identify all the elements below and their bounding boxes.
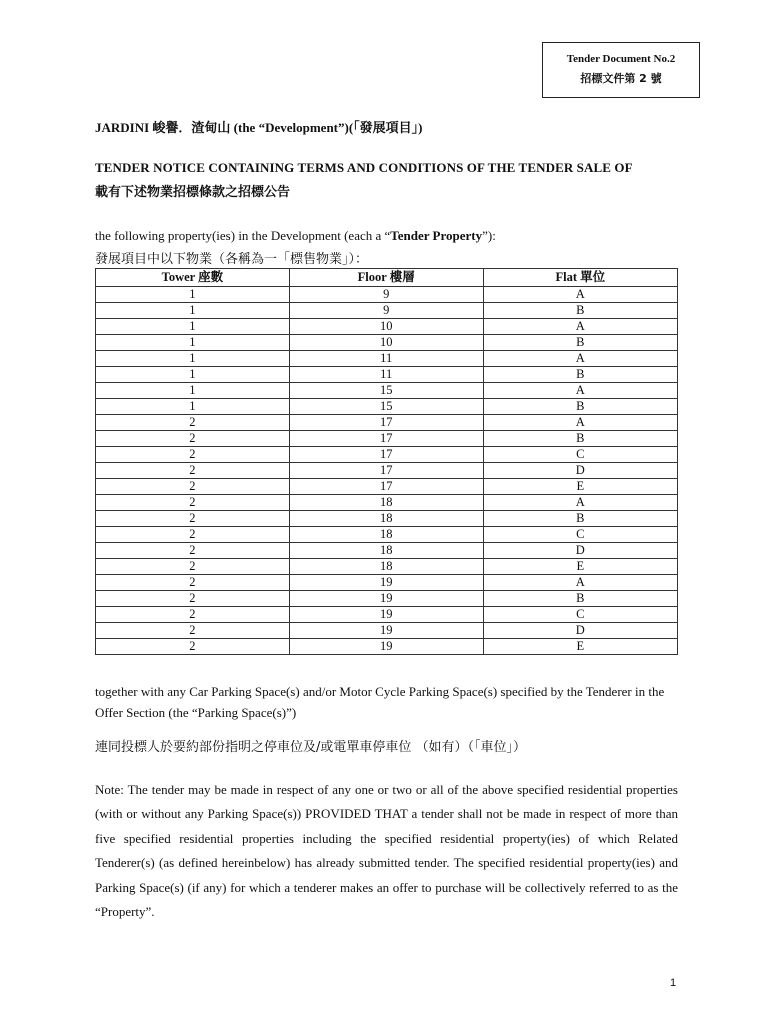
tender-notice-title: TENDER NOTICE CONTAINING TERMS AND CONDITIONS OF THE TENDER SALE OF [95,160,633,175]
table-row [96,335,678,351]
cell-flat: A [483,287,677,303]
table-header-row [96,269,678,287]
table-row [96,303,678,319]
column-header-tower: Tower 座數 [96,269,290,287]
cell-tower: 2 [96,607,290,623]
cell-flat: E [483,559,677,575]
cell-flat: D [483,543,677,559]
page-number: 1 [670,977,677,989]
cell-floor: 9 [289,287,483,303]
cell-floor: 18 [289,559,483,575]
table-row [96,559,678,575]
cell-tower: 1 [96,287,290,303]
cell-floor: 19 [289,639,483,655]
table-row [96,607,678,623]
cell-flat: C [483,607,677,623]
cell-tower: 2 [96,447,290,463]
cell-floor: 18 [289,543,483,559]
cell-floor: 19 [289,575,483,591]
table-row [96,399,678,415]
cell-flat: B [483,367,677,383]
cell-tower: 2 [96,527,290,543]
cell-tower: 1 [96,335,290,351]
cell-flat: E [483,639,677,655]
table-row [96,447,678,463]
cell-floor: 17 [289,479,483,495]
document-number-en: Tender Document No.2 [566,53,676,65]
cell-tower: 2 [96,495,290,511]
table-row [96,383,678,399]
cell-floor: 9 [289,303,483,319]
table-row [96,431,678,447]
cell-tower: 2 [96,479,290,495]
cell-tower: 1 [96,303,290,319]
column-header-flat: Flat 單位 [483,269,677,287]
property-intro [95,228,496,244]
cell-tower: 2 [96,543,290,559]
intro-prefix: the following property(ies) in the Development (each a “ [95,228,391,243]
tender-property-table [95,268,678,655]
intro-suffix: ”): [482,228,496,243]
cell-flat: B [483,399,677,415]
cell-floor: 11 [289,367,483,383]
cell-floor: 15 [289,383,483,399]
table-row [96,623,678,639]
cell-floor: 17 [289,431,483,447]
cell-tower: 2 [96,623,290,639]
cell-flat: A [483,575,677,591]
cell-tower: 1 [96,383,290,399]
table-row [96,527,678,543]
development-heading: JARDINI 峻譽．渣甸山 (the “Development”)(「發展項目」) [95,120,423,135]
cell-floor: 10 [289,319,483,335]
cell-tower: 2 [96,463,290,479]
table-row [96,319,678,335]
cell-flat: D [483,623,677,639]
table-row [96,591,678,607]
cell-floor: 19 [289,623,483,639]
cell-tower: 2 [96,591,290,607]
cell-floor: 10 [289,335,483,351]
table-row [96,639,678,655]
cell-floor: 19 [289,591,483,607]
cell-flat: A [483,383,677,399]
intro-bold-term: Tender Property [390,228,483,243]
cell-flat: C [483,527,677,543]
cell-flat: B [483,511,677,527]
tender-notice-title-cn: 載有下述物業招標條款之招標公告 [95,185,291,200]
cell-tower: 2 [96,431,290,447]
table-row [96,543,678,559]
cell-tower: 2 [96,415,290,431]
table-row [96,575,678,591]
table-row [96,479,678,495]
cell-floor: 11 [289,351,483,367]
cell-flat: A [483,351,677,367]
cell-flat: B [483,303,677,319]
parking-space-clause-cn: 連同投標人於要約部份指明之停車位及/或電單車停車位 （如有）（「車位」） [95,740,527,755]
cell-flat: D [483,463,677,479]
cell-tower: 1 [96,367,290,383]
cell-tower: 2 [96,511,290,527]
tender-document-number-box [542,42,700,98]
table-row [96,495,678,511]
cell-floor: 19 [289,607,483,623]
table-row [96,415,678,431]
cell-floor: 18 [289,527,483,543]
cell-tower: 1 [96,399,290,415]
parking-space-clause: together with any Car Parking Space(s) and/or Motor Cycle Parking Space(s) specified by the Tenderer in the Offer Section (the “Parking Space(s)”) [95,684,665,720]
cell-tower: 2 [96,575,290,591]
table-row [96,463,678,479]
cell-tower: 1 [96,351,290,367]
cell-floor: 17 [289,447,483,463]
cell-flat: E [483,479,677,495]
table-row [96,511,678,527]
cell-floor: 17 [289,463,483,479]
column-header-floor: Floor 樓層 [289,269,483,287]
cell-flat: B [483,335,677,351]
cell-flat: B [483,431,677,447]
cell-floor: 18 [289,511,483,527]
table-row [96,351,678,367]
cell-tower: 2 [96,559,290,575]
table-row [96,367,678,383]
cell-floor: 17 [289,415,483,431]
cell-tower: 1 [96,319,290,335]
property-intro-cn: 發展項目中以下物業（各稱為一「標售物業」）： [95,252,369,267]
cell-flat: A [483,319,677,335]
cell-tower: 2 [96,639,290,655]
cell-flat: B [483,591,677,607]
tender-note: Note: The tender may be made in respect of any one or two or all of the above specified residential properties (with or without any Parking Space(s)) PROVIDED THAT a tender shall not be made in respect of more than five specified residential properties including the specified residential property(ies) of which Related Tenderer(s) (as defined hereinbelow) has already submitted tender. The specified residential property(ies) and Parking Space(s) (if any) for which a tenderer makes an offer to purchase will be collectively referred to as the “Property”. [95,782,678,920]
cell-flat: A [483,495,677,511]
table-row [96,287,678,303]
cell-floor: 18 [289,495,483,511]
cell-flat: C [483,447,677,463]
cell-floor: 15 [289,399,483,415]
cell-flat: A [483,415,677,431]
document-number-cn: 招標文件第 2 號 [580,72,662,85]
